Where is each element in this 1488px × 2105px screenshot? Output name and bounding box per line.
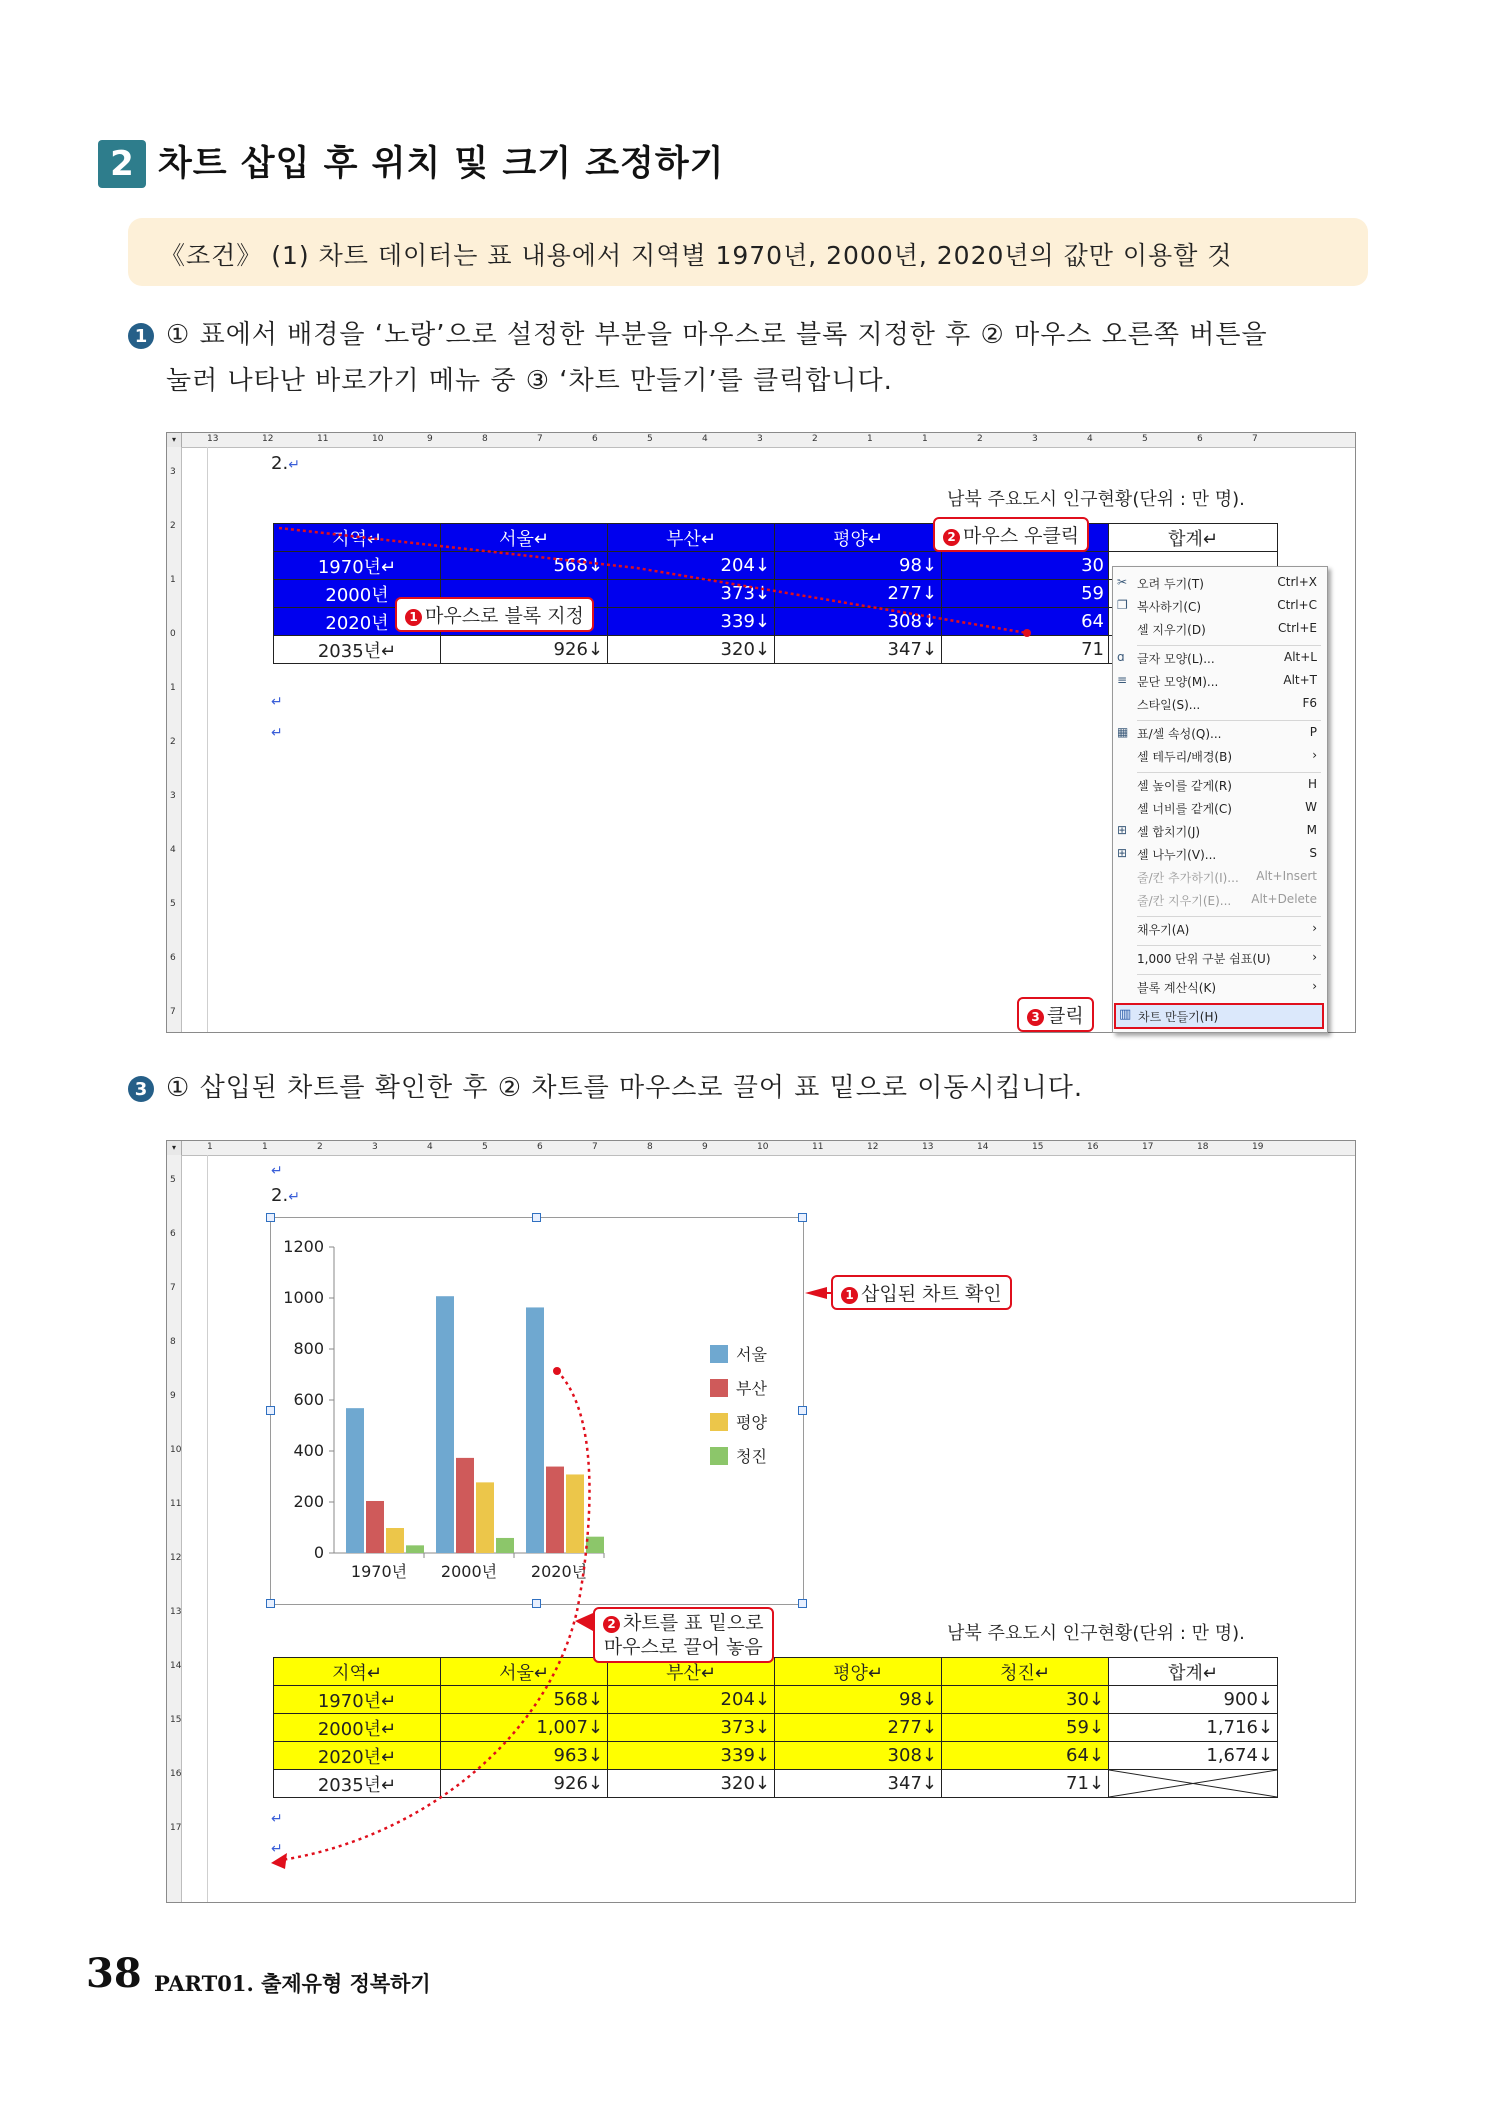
ruler-tick-label: 8	[482, 434, 488, 444]
menu-item-delete-row[interactable]: 줄/칸 지우기(E)... Alt+Delete	[1137, 892, 1317, 908]
split-icon: ⊞	[1117, 846, 1128, 860]
table-cell[interactable]: 277↓	[775, 1714, 942, 1742]
table-cell[interactable]: 청진↵	[942, 1658, 1109, 1686]
table-cell[interactable]: 900↓	[1109, 1686, 1278, 1714]
ruler-tick-label: 4	[170, 845, 176, 855]
table-cell[interactable]: 서울↵	[441, 1658, 608, 1686]
table-cell[interactable]: 373↓	[608, 580, 775, 608]
table-cell[interactable]: 568↓	[441, 552, 608, 580]
empty-paragraph: ↵	[271, 1841, 283, 1857]
paragraph-icon: ≡	[1117, 673, 1128, 687]
ruler-tick-label: 5	[170, 899, 176, 909]
table-cell[interactable]: 2035년↵	[274, 1770, 441, 1798]
ruler-tick-label: 1	[262, 1142, 268, 1152]
paragraph-number: 2.↵	[271, 1185, 300, 1206]
ruler-tick-label: 15	[170, 1715, 182, 1725]
y-tick-label: 1200	[283, 1237, 324, 1256]
ruler-tick-label: 13	[922, 1142, 934, 1152]
empty-paragraph: ↵	[271, 1163, 283, 1179]
ruler-tick-label: 10	[372, 434, 384, 444]
menu-item-block-calc[interactable]: 블록 계산식(K) ›	[1137, 979, 1317, 995]
ruler-tick-label: 8	[647, 1142, 653, 1152]
ruler-tick-label: 5	[482, 1142, 488, 1152]
ruler-tick-label: 1	[207, 1142, 213, 1152]
context-menu	[1112, 566, 1328, 1033]
ruler-tick-label: 18	[1197, 1142, 1209, 1152]
menu-item-paragraph[interactable]: ≡ 문단 모양(M)... Alt+T	[1117, 673, 1317, 689]
ruler-tick-label: 6	[592, 434, 598, 444]
callout-move-chart: 2 차트를 표 밑으로 마우스로 끌어 놓음	[593, 1607, 774, 1663]
empty-paragraph: ↵	[271, 694, 283, 710]
table-cell[interactable]: 98↓	[775, 1686, 942, 1714]
y-tick-label: 800	[293, 1339, 324, 1358]
ruler-tick-label: 11	[317, 434, 329, 444]
table-cell[interactable]: 부산↵	[608, 1658, 775, 1686]
ruler-tick-label: 2	[317, 1142, 323, 1152]
menu-item-clear-cell[interactable]: 셀 지우기(D) Ctrl+E	[1137, 621, 1317, 637]
ruler-tick-label: 16	[1087, 1142, 1099, 1152]
table-cell[interactable]: 347↓	[775, 636, 942, 664]
table-cell[interactable]: 1970년↵	[274, 1686, 441, 1714]
ruler-tick-label: 4	[702, 434, 708, 444]
step-1-badge: 1	[128, 323, 154, 349]
ruler-tick-label: 6	[537, 1142, 543, 1152]
table-cell[interactable]: 지역↵	[274, 524, 441, 552]
y-tick-label: 400	[293, 1441, 324, 1460]
ruler-tick-label: 16	[170, 1769, 182, 1779]
ruler-tick-label: 17	[1142, 1142, 1154, 1152]
ruler-tick-label: 7	[1252, 434, 1258, 444]
table-cell[interactable]: 평양↵	[775, 1658, 942, 1686]
table-cell[interactable]: 568↓	[441, 1686, 608, 1714]
table-cell[interactable]: 30↓	[942, 1686, 1109, 1714]
paragraph-number: 2.↵	[271, 453, 300, 474]
ruler-tick-label: 12	[262, 434, 274, 444]
ruler-tick-label: 4	[1087, 434, 1093, 444]
ruler-tick-label: 11	[170, 1499, 182, 1509]
ruler-tick-label: 4	[427, 1142, 433, 1152]
table-cell[interactable]: 2000년↵	[274, 1714, 441, 1742]
table-cell[interactable]: 1970년↵	[274, 552, 441, 580]
table-cell[interactable]: 98↓	[775, 552, 942, 580]
ruler-tick-label: 15	[1032, 1142, 1044, 1152]
legend-label: 서울	[736, 1345, 767, 1364]
y-tick-label: 200	[293, 1492, 324, 1511]
screenshot-2	[166, 1140, 1356, 1903]
table-cell[interactable]: 64↓	[942, 1742, 1109, 1770]
table-cell[interactable]: 204↓	[608, 552, 775, 580]
ruler-tick-label: 9	[702, 1142, 708, 1152]
callout-chart-inserted: 1 삽입된 차트 확인	[831, 1275, 1012, 1310]
table-cell[interactable]: 2020년↵	[274, 1742, 441, 1770]
table-cell[interactable]: 1,716↓	[1109, 1714, 1278, 1742]
table-cell[interactable]: 308↓	[775, 608, 942, 636]
table-cell[interactable]: 204↓	[608, 1686, 775, 1714]
menu-item-style[interactable]: 스타일(S)... F6	[1137, 696, 1317, 712]
table-cell[interactable]: 합계↵	[1109, 524, 1278, 552]
ruler-tick-label: 6	[170, 953, 176, 963]
ruler-tick-label: 8	[170, 1337, 176, 1347]
table-cell[interactable]: 373↓	[608, 1714, 775, 1742]
table-caption: 남북 주요도시 인구현황(단위 : 만 명).	[947, 489, 1245, 510]
table-cell[interactable]: 926↓	[441, 636, 608, 664]
condition-text: 《조건》 (1) 차트 데이터는 표 내용에서 지역별 1970년, 2000년, 2020년의 값만 이용할 것	[160, 241, 1233, 270]
table-cell[interactable]: 1,007↓	[441, 1714, 608, 1742]
ruler-tick-label: 5	[170, 1175, 176, 1185]
ruler-tick-label: 11	[812, 1142, 824, 1152]
ruler-tick-label: 3	[170, 791, 176, 801]
menu-item-equal-width[interactable]: 셀 너비를 같게(C) W	[1137, 800, 1317, 816]
menu-item-merge[interactable]: ⊞ 셀 합치기(J) M	[1117, 823, 1317, 839]
menu-item-fill[interactable]: 채우기(A) ›	[1137, 921, 1317, 937]
menu-item-cut[interactable]: ✂ 오려 두기(T) Ctrl+X	[1117, 575, 1317, 591]
table-cell[interactable]: 277↓	[775, 580, 942, 608]
table-cell[interactable]: 963↓	[441, 1742, 608, 1770]
callout-right-click: 2 마우스 우클릭	[933, 517, 1089, 552]
table-cell[interactable]: 부산↵	[608, 524, 775, 552]
ruler-tick-label: 1	[170, 683, 176, 693]
menu-item-create-chart[interactable]: ▥ 차트 만들기(H)	[1114, 1003, 1324, 1029]
ruler-tick-label: 2	[170, 521, 176, 531]
ruler-tick-label: 3	[1032, 434, 1038, 444]
section-title: 차트 삽입 후 위치 및 크기 조정하기	[158, 144, 725, 184]
table-cell[interactable]: 308↓	[775, 1742, 942, 1770]
ruler-tick-label: 19	[1252, 1142, 1264, 1152]
page-number: 38	[86, 1950, 142, 1997]
ruler-tick-label: 7	[170, 1007, 176, 1017]
legend-label: 청진	[736, 1447, 767, 1466]
table-cell[interactable]: 2000년	[274, 580, 441, 608]
menu-item-split[interactable]: ⊞ 셀 나누기(V)... S	[1117, 846, 1317, 862]
table-cell[interactable]: 59↓	[942, 1714, 1109, 1742]
table-cell[interactable]: 지역↵	[274, 1658, 441, 1686]
y-tick-label: 1000	[283, 1288, 324, 1307]
ruler-tick-label: 1	[867, 434, 873, 444]
table-cell[interactable]: 71↓	[942, 1770, 1109, 1798]
ruler-tick-label: 14	[977, 1142, 989, 1152]
ruler-tick-label: 10	[757, 1142, 769, 1152]
table-caption: 남북 주요도시 인구현황(단위 : 만 명).	[947, 1623, 1245, 1644]
table-cell[interactable]: 926↓	[441, 1770, 608, 1798]
ruler-tick-label: 10	[170, 1445, 182, 1455]
ruler-tick-label: 0	[170, 629, 176, 639]
ruler-tick-label: 7	[592, 1142, 598, 1152]
ruler-tick-label: 2	[812, 434, 818, 444]
menu-item-equal-height[interactable]: 셀 높이를 같게(R) H	[1137, 777, 1317, 793]
x-tick-label: 2000년	[440, 1562, 498, 1581]
empty-paragraph: ↵	[271, 1811, 283, 1827]
ruler-tick-label: 5	[1142, 434, 1148, 444]
ruler-tick-label: 1	[170, 575, 176, 585]
table-cell[interactable]: 71	[942, 636, 1109, 664]
ruler-tick-label: 5	[647, 434, 653, 444]
menu-item-copy[interactable]: ❐ 복사하기(C) Ctrl+C	[1117, 598, 1317, 614]
table-cell[interactable]: 서울↵	[441, 524, 608, 552]
table-cell[interactable]: 2020년	[274, 608, 441, 636]
copy-icon: ❐	[1117, 598, 1128, 612]
ruler-corner-icon: ▾	[167, 433, 182, 447]
scissors-icon: ✂	[1117, 575, 1128, 589]
ruler-tick-label: 9	[427, 434, 433, 444]
merge-icon: ⊞	[1117, 823, 1128, 837]
x-tick-label: 2020년	[530, 1562, 588, 1581]
table-cell[interactable]: 합계↵	[1109, 1658, 1278, 1686]
ruler-tick-label: 9	[170, 1391, 176, 1401]
ruler-tick-label: 2	[977, 434, 983, 444]
ruler-tick-label: 13	[170, 1607, 182, 1617]
ruler-tick-label: 2	[170, 737, 176, 747]
ruler-tick-label: 17	[170, 1823, 182, 1833]
ruler-tick-label: 1	[922, 434, 928, 444]
y-tick-label: 600	[293, 1390, 324, 1409]
menu-item-font[interactable]: ɑ 글자 모양(L)... Alt+L	[1117, 650, 1317, 666]
legend-label: 부산	[736, 1379, 767, 1398]
menu-item-table-props[interactable]: ▦ 표/셀 속성(Q)... P	[1117, 725, 1317, 741]
ruler-tick-label: 6	[1197, 434, 1203, 444]
step-3-text: ① 삽입된 차트를 확인한 후 ② 차트를 마우스로 끌어 표 밑으로 이동시킵니다.	[166, 1073, 1084, 1103]
table-cell[interactable]: 347↓	[775, 1770, 942, 1798]
section-number-badge: 2	[98, 140, 146, 188]
table-cell[interactable]: 30	[942, 552, 1109, 580]
table-icon: ▦	[1117, 725, 1129, 739]
x-tick-label: 1970년	[350, 1562, 408, 1581]
ruler-tick-label: 12	[867, 1142, 879, 1152]
step-3-badge: 3	[128, 1076, 154, 1102]
font-icon: ɑ	[1117, 650, 1125, 664]
ruler-tick-label: 3	[757, 434, 763, 444]
legend-label: 평양	[736, 1413, 767, 1432]
y-tick-label: 0	[313, 1543, 324, 1562]
callout-click: 3 클릭	[1017, 997, 1094, 1032]
menu-item-thousands-sep[interactable]: 1,000 단위 구분 쉼표(U) ›	[1137, 950, 1317, 966]
ruler-tick-label: 3	[170, 467, 176, 477]
annotation-arrows	[167, 1141, 1355, 1902]
table-cell[interactable]: 320↓	[608, 1770, 775, 1798]
ruler-tick-label: 14	[170, 1661, 182, 1671]
table-cell[interactable]: 339↓	[608, 608, 775, 636]
ruler-tick-label: 7	[170, 1283, 176, 1293]
table-cell[interactable]: 59	[942, 580, 1109, 608]
menu-item-cell-border[interactable]: 셀 테두리/배경(B) ›	[1137, 748, 1317, 764]
ruler-tick-label: 6	[170, 1229, 176, 1239]
table-cell[interactable]: 320↓	[608, 636, 775, 664]
chart-icon: ▥	[1119, 1007, 1132, 1022]
table-cell[interactable]: 2035년↵	[274, 636, 441, 664]
ruler-tick-label: 13	[207, 434, 219, 444]
table-cell[interactable]: 평양↵	[775, 524, 942, 552]
table-cell[interactable]: 339↓	[608, 1742, 775, 1770]
ruler-tick-label: 12	[170, 1553, 182, 1563]
ruler-tick-label: 7	[537, 434, 543, 444]
table-cell[interactable]: 64	[942, 608, 1109, 636]
menu-item-insert-row[interactable]: 줄/칸 추가하기(I)... Alt+Insert	[1137, 869, 1317, 885]
callout-block-select: 1 마우스로 블록 지정	[395, 597, 594, 632]
part-title: PART01. 출제유형 정복하기	[154, 1971, 431, 1996]
step-1-line2: 눌러 나타난 바로가기 메뉴 중 ③ ‘차트 만들기’를 클릭합니다.	[166, 366, 893, 396]
step-1-line1: ① 표에서 배경을 ‘노랑’으로 설정한 부분을 마우스로 블록 지정한 후 ② 마우스 오른쪽 버튼을	[166, 320, 1268, 350]
ruler-tick-label: 3	[372, 1142, 378, 1152]
empty-paragraph: ↵	[271, 725, 283, 741]
table-cell[interactable]: 1,674↓	[1109, 1742, 1278, 1770]
ruler-corner-icon: ▾	[167, 1141, 182, 1155]
